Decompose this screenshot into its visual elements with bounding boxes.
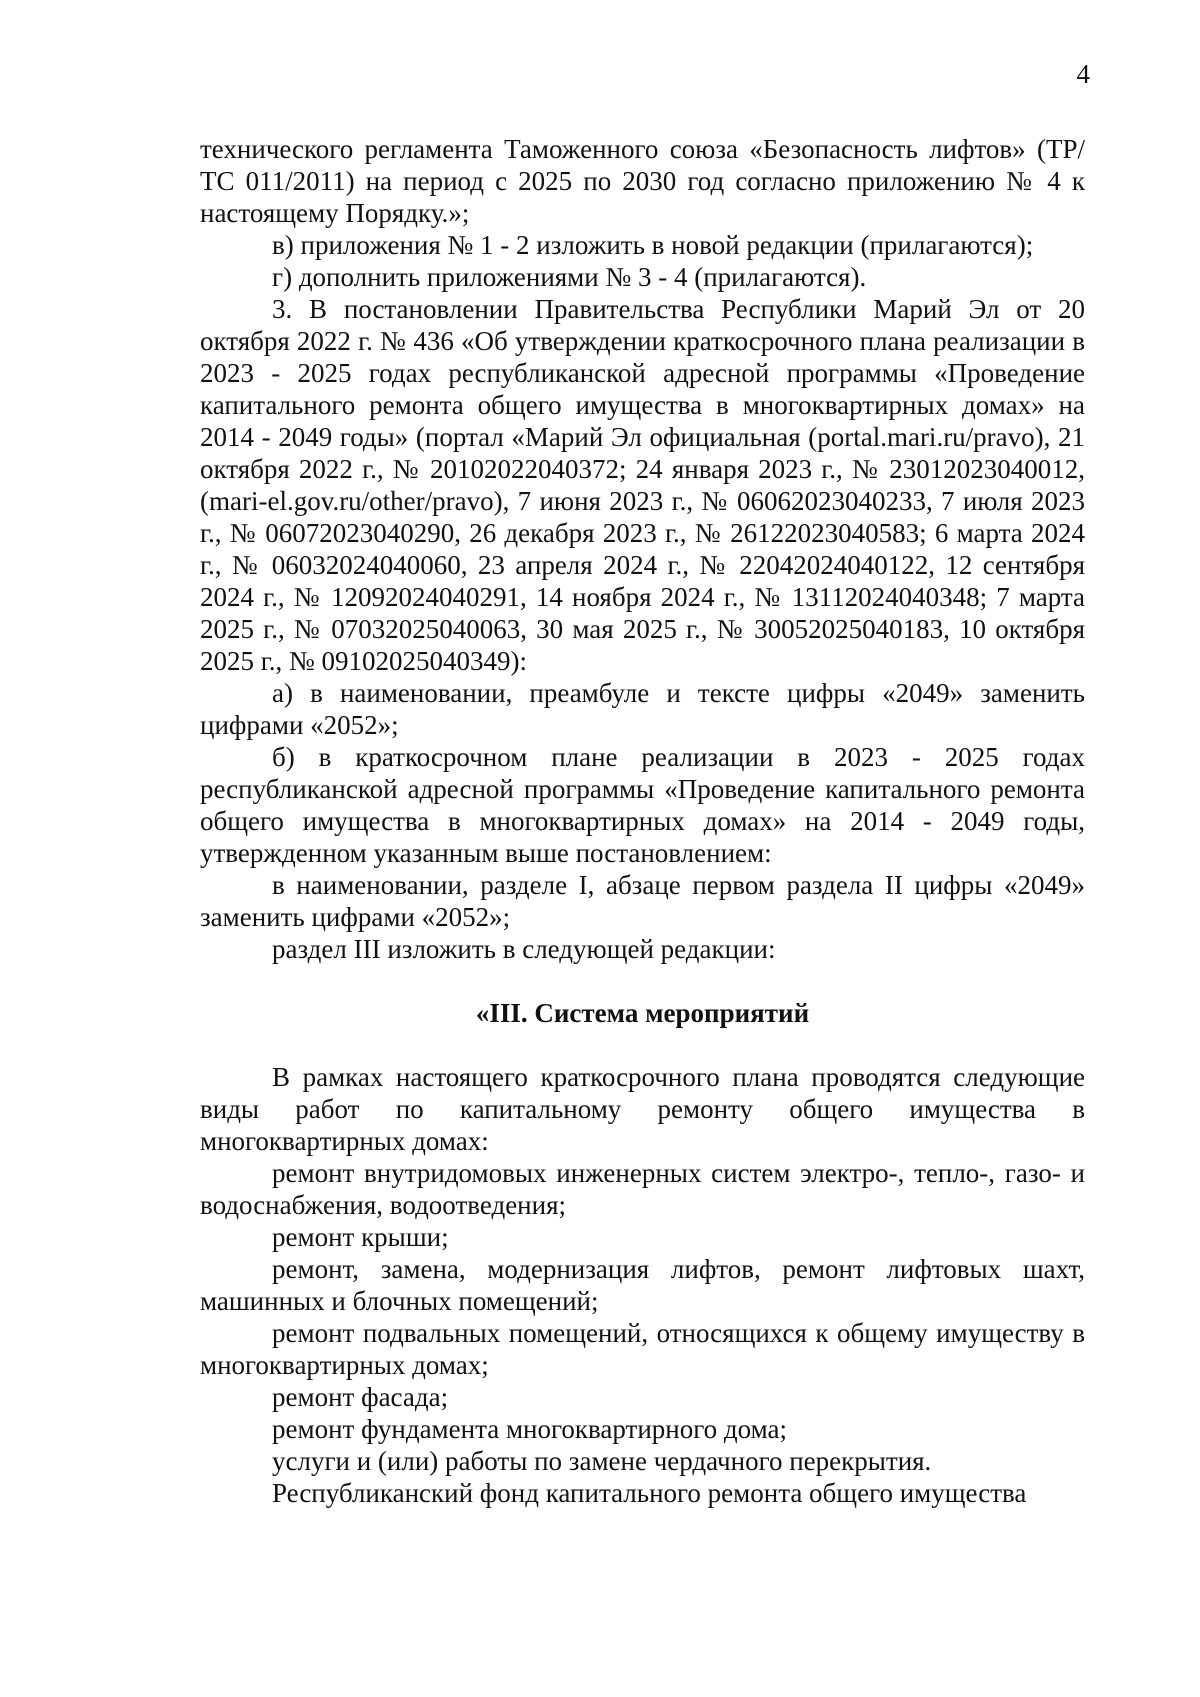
list-item-facade: ремонт фасада; <box>272 1382 449 1412</box>
list-item-basement: ремонт подвальных помещений, относящихся к общему имуществу в многоквартирных домах; <box>200 1318 1085 1380</box>
paragraph-section-intro: раздел III изложить в следующей редакции: <box>272 934 776 964</box>
list-item-foundation: ремонт фундамента многоквартирного дома; <box>272 1414 787 1444</box>
section-heading: «III. Система мероприятий <box>475 998 810 1028</box>
paragraph-item-3: 3. В постановлении Правительства Республики Марий Эл от 20 октября 2022 г. № 436 «Об утверждении краткосрочного плана реализации в 2023 - 2025 годах республиканской адресной программы «Проведение капитального ремонта общего имущества в многоквартирных домах» на 2014 - 2049 годы» (портал «Марий Эл официальная (portal.mari.ru/pravo), 21 октября 2022 г., № 20102022040372; 24 января 2023 г., № 23012023040012, (mari-el.gov.ru/other/pravo), 7 июня 2023 г., № 06062023040233, 7 июля 2023 г., № 06072023040290, 26 декабря 2023 г., № 26122023040583; 6 марта 2024 г., № 06032024040060, 23 апреля 2024 г., № 22042024040122, 12 сентября 2024 г., № 12092024040291, 14 ноября 2024 г., № 13112024040348; 7 марта 2025 г., № 07032025040063, 30 мая 2025 г., № 30052025040183, 10 октября 2025 г., № 09102025040349): <box>200 294 1085 676</box>
paragraph-item-b: б) в краткосрочном плане реализации в 2023 - 2025 годах республиканской адресной программы «Проведение капитального ремонта общего имущества в многоквартирных домах» на 2014 - 2049 годы, утвержденном указанным выше постановлением: <box>200 742 1085 868</box>
paragraph-fund-start: Республиканский фонд капитального ремонта общего имущества <box>272 1478 1027 1508</box>
list-item-attic-floor: услуги и (или) работы по замене чердачного перекрытия. <box>272 1446 932 1476</box>
list-item-elevators: ремонт, замена, модернизация лифтов, ремонт лифтовых шахт, машинных и блочных помещений; <box>200 1254 1085 1316</box>
paragraph-item-a: а) в наименовании, преамбуле и тексте цифры «2049» заменить цифрами «2052»; <box>200 678 1085 740</box>
paragraph-naming-change: в наименовании, разделе I, абзаце первом раздела II цифры «2049» заменить цифрами «2052»; <box>200 870 1085 932</box>
paragraph-item-g: г) дополнить приложениями № 3 - 4 (прилагаются). <box>272 262 867 292</box>
paragraph-item-v: в) приложения № 1 - 2 изложить в новой редакции (прилагаются); <box>272 230 1034 260</box>
paragraph-continuation: технического регламента Таможенного союза «Безопасность лифтов» (ТР/ТС 011/2011) на период с 2025 по 2030 год согласно приложению № 4 к настоящему Порядку.»; <box>200 134 1085 228</box>
paragraph-works-intro: В рамках настоящего краткосрочного плана проводятся следующие виды работ по капитальному ремонту общего имущества в многоквартирных домах: <box>200 1062 1085 1156</box>
page-number: 4 <box>1076 59 1090 89</box>
list-item-roof: ремонт крыши; <box>272 1222 449 1252</box>
list-item-engineering-systems: ремонт внутридомовых инженерных систем электро-, тепло-, газо- и водоснабжения, водоотведения; <box>200 1158 1085 1220</box>
document-body <box>200 133 1085 1509</box>
